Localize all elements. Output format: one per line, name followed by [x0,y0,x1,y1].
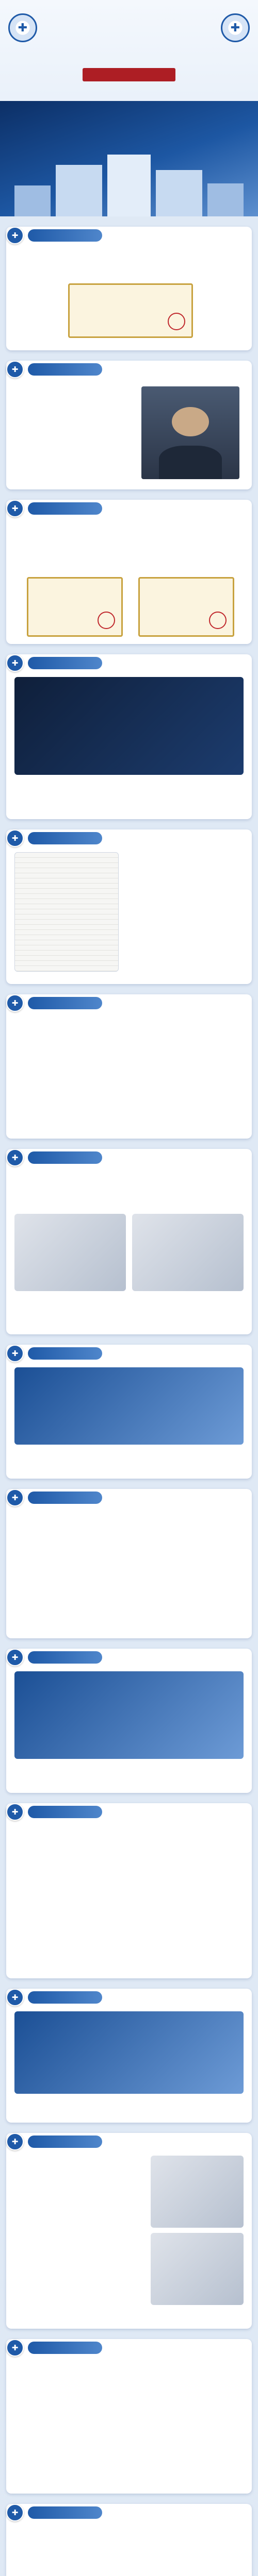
seal-icon [168,313,185,330]
section-title [28,1806,102,1818]
training-photo-image [151,2156,244,2228]
section-card [6,2339,252,2494]
section-paragraph [125,861,244,871]
section-paragraph [14,522,244,532]
section-paragraph [14,2545,244,2554]
seal-icon [98,612,115,629]
section-7 [6,1149,252,1334]
section-card [6,1149,252,1334]
section-card [6,1345,252,1479]
promotion-photo-image [14,1671,244,1759]
certificate-image [68,283,193,338]
section-card [6,654,252,819]
section-paragraph [14,2183,144,2193]
section-heading [6,2339,102,2357]
hospital-badge-icon: ✚ [6,1345,24,1362]
section-paragraph [14,2389,244,2399]
section-card [6,1803,252,1978]
section-card [6,994,252,1139]
expert-portrait [141,386,239,479]
section-paragraph [14,2371,244,2380]
monitor-equipment-image [132,1214,244,1291]
section-paragraph [14,1872,244,1882]
section-heading [6,1345,102,1362]
hospital-badge-icon: ✚ [6,1803,24,1821]
section-13 [6,2133,252,2329]
section-paragraph [14,1512,244,1521]
section-8 [6,1345,252,1479]
hospital-badge-icon: ✚ [6,361,24,378]
section-6 [6,994,252,1139]
section-title [28,1151,102,1164]
section-9 [6,1489,252,1638]
certificate-image [27,577,123,637]
section-paragraph [14,1826,244,1835]
publication-image [14,852,119,972]
section-paragraph [14,532,244,541]
section-title [28,657,102,669]
section-paragraph [14,1036,244,1045]
section-paragraph [14,1530,244,1539]
section-heading [6,1803,102,1821]
section-heading [6,500,102,517]
section-2 [6,361,252,489]
hospital-emblem-icon: ✚ [221,13,250,42]
hospital-badge-icon: ✚ [6,1149,24,1166]
section-title [28,1651,102,1664]
hospital-badge-icon: ✚ [6,2339,24,2357]
section-heading [6,829,102,847]
hospital-badge-icon: ✚ [6,1649,24,1666]
section-paragraph [14,2399,244,2408]
hospital-building-image [14,155,244,216]
section-5 [6,829,252,984]
section-paragraph [14,1190,244,1199]
section-paragraph [14,249,244,259]
section-paragraph [14,1017,244,1026]
section-paragraph [14,1854,244,1863]
section-title [28,1347,102,1360]
section-heading [6,994,102,1012]
equipment-overview-image [14,2011,244,2094]
section-4 [6,654,252,819]
section-paragraph [14,1172,244,1181]
hospital-badge-icon: ✚ [6,227,24,244]
section-paragraph [14,1199,244,1209]
section-paragraph [14,1045,244,1054]
section-paragraph [14,259,244,268]
hospital-badge-icon: ✚ [6,1489,24,1506]
hospital-badge-icon: ✚ [6,829,24,847]
section-paragraph [14,541,244,550]
section-paragraph [14,1549,244,1558]
section-card [6,2133,252,2329]
section-paragraph [14,383,133,393]
section-paragraph [14,1181,244,1190]
section-3 [6,500,252,644]
section-title [28,502,102,515]
seal-icon [209,612,227,629]
section-heading [6,1149,102,1166]
section-paragraph [14,2156,144,2165]
section-paragraph [14,1521,244,1530]
hospital-badge-icon: ✚ [6,2133,24,2150]
section-title [28,832,102,844]
hospital-emblem-icon: ✚ [8,13,37,42]
hospital-badge-icon: ✚ [6,500,24,517]
section-paragraph [14,2527,244,2536]
section-card [6,829,252,984]
section-paragraph [14,1459,244,1468]
section-heading [6,1989,102,2006]
header-ribbon [83,68,175,81]
section-title [28,1991,102,2004]
training-photo-image [151,2233,244,2305]
section-title [28,229,102,242]
hospital-badge-icon: ✚ [6,1989,24,2006]
section-paragraph [14,2362,244,2371]
section-paragraph [14,2536,244,2545]
section-paragraph [14,2099,244,2108]
section-paragraph [14,2165,144,2174]
section-paragraph [14,1054,244,1063]
section-heading [6,361,102,378]
section-15 [6,2504,252,2576]
section-14 [6,2339,252,2494]
section-paragraph [14,268,244,277]
section-paragraph [14,1835,244,1844]
hospital-badge-icon: ✚ [6,994,24,1012]
section-title [28,2506,102,2519]
section-paragraph [125,871,244,880]
section-paragraph [125,852,244,861]
section-paragraph [14,1844,244,1854]
section-paragraph [14,2202,144,2211]
section-paragraph [14,1026,244,1036]
section-heading [6,2504,102,2521]
section-heading [6,2133,102,2150]
section-title [28,2342,102,2354]
section-1 [6,227,252,350]
section-title [28,363,102,376]
section-card [6,1649,252,1793]
section-paragraph [14,411,133,420]
section-card [6,1989,252,2123]
section-paragraph [14,1539,244,1549]
section-title [28,2136,102,2148]
header-subline [62,86,196,94]
certificate-image [138,577,234,637]
section-10 [6,1649,252,1793]
section-title [28,1492,102,1504]
section-heading [6,1649,102,1666]
section-card [6,1489,252,1638]
section-paragraph [14,2380,244,2389]
microscope-equipment-image [14,1214,126,1291]
section-heading [6,1489,102,1506]
header-banner [0,101,258,216]
section-paragraph [14,393,133,402]
hospital-badge-icon: ✚ [6,2504,24,2521]
section-paragraph [14,780,244,789]
section-12 [6,1989,252,2123]
section-heading [6,654,102,672]
section-paragraph [14,2193,144,2202]
section-paragraph [14,550,244,560]
section-heading [6,227,102,244]
flowchart-image [14,1367,244,1445]
hospital-badge-icon: ✚ [6,654,24,672]
world-map-image [14,677,244,775]
section-paragraph [14,2174,144,2183]
page-header [0,0,258,216]
section-paragraph [14,1764,244,1773]
section-11 [6,1803,252,1978]
section-paragraph [14,402,133,411]
section-paragraph [14,1450,244,1459]
section-paragraph [14,1863,244,1872]
section-title [28,997,102,1009]
